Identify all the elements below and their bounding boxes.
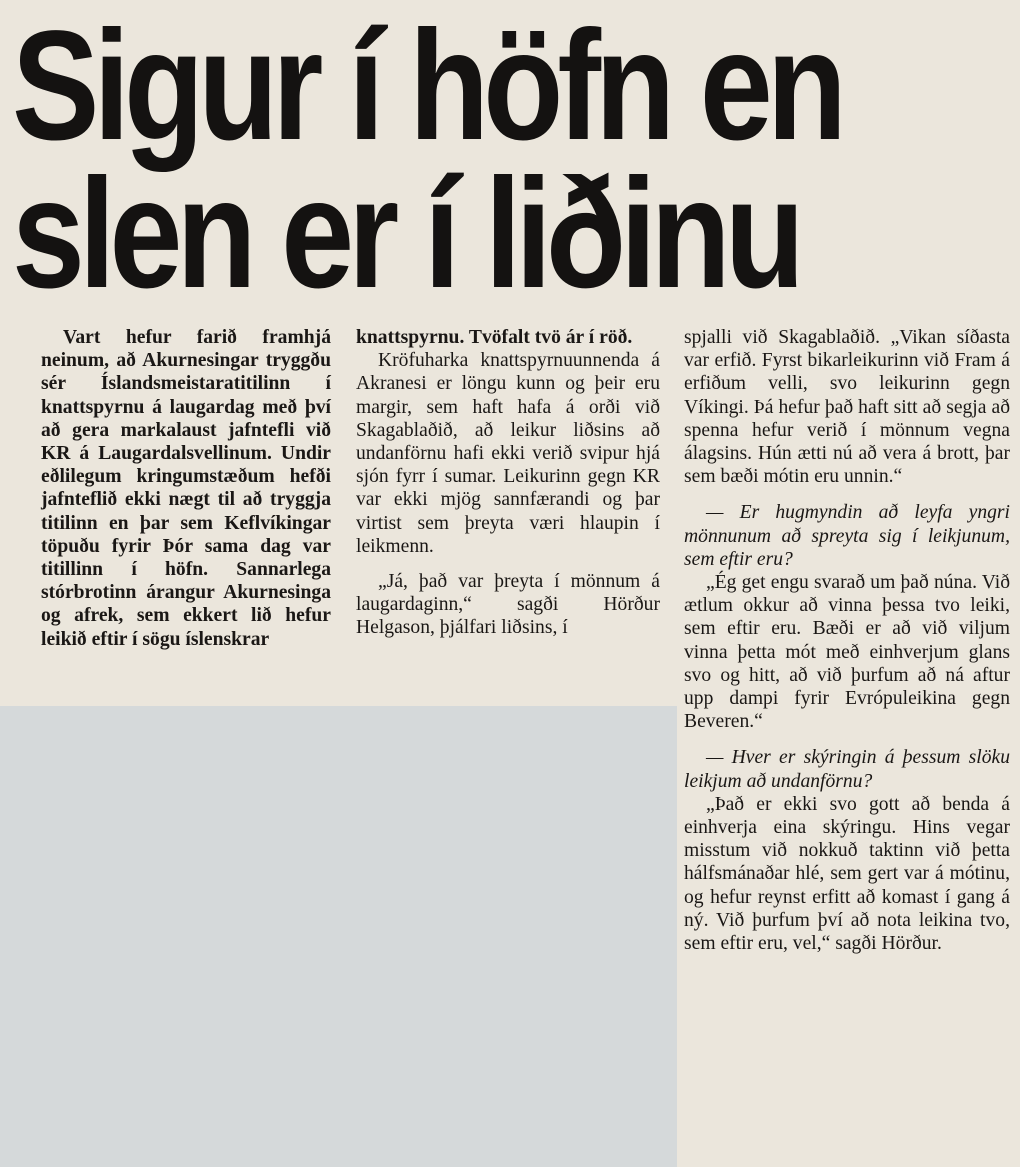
article-column-3: [684, 326, 1010, 955]
lead-paragraph: Vart hefur farið framhjá neinum, að Akurnesingar tryggðu sér Íslandsmeistaratitilinn í knattspyrnu á laugardag með því að gera markalaust jafntefli við KR á Laugardalsvellinum. Undir eðlilegum kringumstæðum hefði jafnteflið ekki nægt til að tryggja titilinn en þar sem Keflvíkingar töpuðu fyrir Þór sama dag var titillinn í höfn. Sannarlega stórbrotinn árangur Akurnesinga og afrek, sem ekkert lið hefur leikið eftir í sögu íslenskrar: [41, 327, 331, 650]
quote-paragraph: „Já, það var þreyta í mönnum á laugardaginn,“ sagði Hörður Helgason, þjálfari liðsins, í: [356, 571, 660, 639]
headline: [12, 0, 852, 321]
lead-paragraph-end: knattspyrnu. Tvöfalt tvö ár í röð.: [356, 327, 633, 348]
interview-answer-1: „Ég get engu svarað um það núna. Við ætlum okkur að vinna þessa tvo leiki, sem eftir eru. Bæði er að við viljum vinna þetta mót með einhverjum glans svo og hitt, að við þurfum að ná aftur upp dampi fyrir Evrópuleikina gegn Beveren.“: [684, 572, 1010, 733]
interview-question-1: — Er hugmyndin að leyfa yngri mönnunum að spreyta sig í leikjunum, sem eftir eru?: [684, 502, 1010, 570]
article-column-2: [356, 326, 660, 640]
article-column-1: [41, 326, 331, 651]
headline-line-2: slen er í liðinu: [12, 147, 799, 321]
interview-question-2: — Hver er skýringin á þessum slöku leikjum að undanförnu?: [684, 747, 1010, 792]
quote-paragraph-end: spjalli við Skagablaðið. „Vikan síðasta var erfið. Fyrst bikarleikurinn við Fram á erfiðum velli, svo leikurinn gegn Víkingi. Þá hefur það haft sitt að segja að spenna hefur verið í mönnum vegna álagsins. Hún ætti nú að vera á brott, þar sem bæði mótin eru unnin.“: [684, 327, 1010, 488]
body-paragraph: Kröfuharka knattspyrnuunnenda á Akranesi er löngu kunn og þeir eru margir, sem haft hafa á orði við Skagablaðið, að leikur liðsins að undanförnu hafi ekki verið svipur hjá sjón fyrr í sumar. Leikurinn gegn KR var ekki mjög sannfærandi og þar virtist sem þreyta væri hlaupin í leikmenn.: [356, 350, 660, 557]
blank-area: [0, 706, 677, 1167]
headline-line-1: Sigur í höfn en: [12, 0, 842, 173]
interview-answer-2: „Það er ekki svo gott að benda á einhverja eina skýringu. Hins vegar misstum við nokkuð taktinn við þetta hálfsmánaðar hlé, sem gert var á mótinu, og hefur reynst erfitt að komast í gang á ný. Við þurfum því að nota leikina tvo, sem eftir eru, vel,“ sagði Hörður.: [684, 793, 1010, 955]
